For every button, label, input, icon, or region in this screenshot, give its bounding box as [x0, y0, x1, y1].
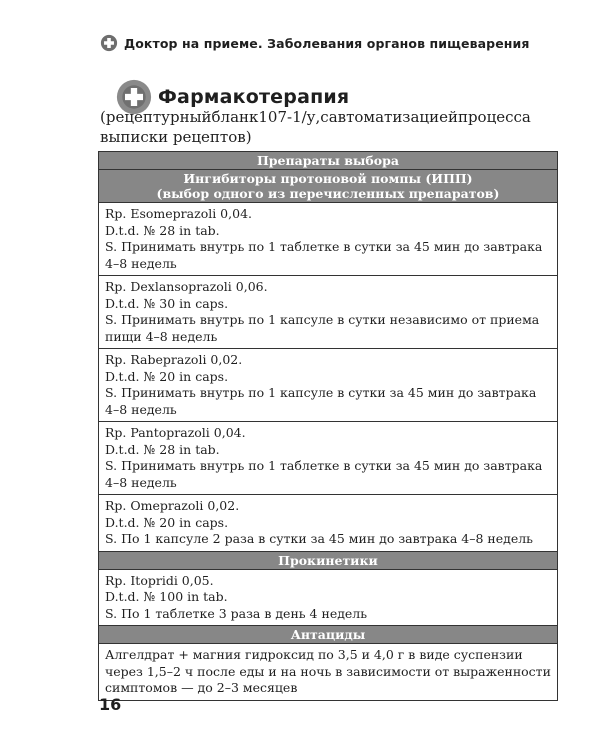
- rx-line: S. Принимать внутрь по 1 таблетке в сутки за 45 мин до завтрака: [105, 239, 543, 254]
- rx-line: S. Принимать внутрь по 1 капсуле в сутки независимо от приема: [105, 312, 540, 327]
- rx-line: S. По 1 таблетке 3 раза в день 4 недель: [105, 605, 368, 621]
- rx-line: S. По 1 капсуле 2 раза в сутки за 45 мин до завтрака 4–8 недель: [105, 531, 533, 546]
- table-row: [99, 569, 558, 626]
- table-row: [99, 349, 558, 422]
- subtitle-word: процесса: [457, 108, 531, 126]
- rx-line: D.t.d. № 20 in caps.: [105, 368, 229, 384]
- page-number: 16: [99, 695, 122, 714]
- table-header-row: [99, 152, 558, 170]
- group-subtitle: (выбор одного из перечисленных препаратов): [156, 186, 500, 201]
- rx-line: 4–8 недель: [105, 474, 177, 490]
- rx-line: Rp. Omeprazoli 0,02.: [105, 498, 240, 513]
- rx-line: Rp. Pantoprazoli 0,04.: [105, 425, 246, 440]
- table-row: [99, 203, 558, 276]
- main-header-cell: Препараты выбора: [99, 152, 558, 170]
- subtitle-word: автоматизацией: [328, 108, 458, 126]
- subtitle-line-1: [100, 107, 531, 127]
- prescription-dexlansoprazole: [99, 276, 558, 349]
- rx-line: пищи 4–8 недель: [105, 328, 218, 344]
- rx-line: 4–8 недель: [105, 255, 177, 271]
- table-row: [99, 422, 558, 495]
- running-header: [100, 34, 530, 52]
- subtitle-word: бланк: [211, 108, 259, 126]
- rx-line: Rp. Itopridi 0,05.: [105, 572, 214, 588]
- rx-line: D.t.d. № 100 in tab.: [105, 589, 228, 604]
- prescription-esomeprazole: [99, 203, 558, 276]
- group-header-ppi: [99, 170, 558, 203]
- rx-line: S. Принимать внутрь по 1 капсуле в сутки за 45 мин до завтрака: [105, 385, 537, 400]
- rx-line: Rp. Esomeprazoli 0,04.: [105, 206, 252, 221]
- medical-cross-icon: [100, 34, 118, 52]
- rx-line: Rp. Rabeprazoli 0,02.: [105, 352, 243, 367]
- rx-line: через 1,5–2 ч после еды и на ночь в зависимости от выраженности: [105, 663, 551, 679]
- rx-line: 4–8 недель: [105, 401, 177, 417]
- rx-line: Rp. Dexlansoprazoli 0,06.: [105, 279, 268, 294]
- table-row: [99, 276, 558, 349]
- prescription-omeprazole: [99, 495, 558, 552]
- subtitle-word: (рецептурный: [100, 108, 212, 126]
- prescription-table: [98, 151, 558, 701]
- group-header-row: [99, 551, 558, 569]
- subtitle-line-2: выписки рецептов): [100, 128, 252, 146]
- subtitle-word: 107-1/у,: [258, 108, 321, 126]
- rx-line: Алгелдрат + магния гидроксид по 3,5 и 4,0 г в виде суспензии: [105, 647, 523, 662]
- prescription-algeldrate: [99, 644, 558, 701]
- rx-line: D.t.d. № 20 in caps.: [105, 514, 229, 530]
- prescription-rabeprazole: [99, 349, 558, 422]
- group-header-prokinetics: Прокинетики: [99, 551, 558, 569]
- table-row: [99, 644, 558, 701]
- group-header-row: [99, 170, 558, 203]
- section-subtitle: [100, 107, 531, 147]
- prescription-itopride: [99, 569, 558, 626]
- group-title: Ингибиторы протоновой помпы (ИПП): [183, 171, 473, 186]
- rx-line: D.t.d. № 28 in tab.: [105, 222, 220, 238]
- rx-line: симптомов — до 2–3 месяцев: [105, 680, 298, 695]
- running-header-text: Доктор на приеме. Заболевания органов пищеварения: [124, 35, 530, 51]
- rx-line: D.t.d. № 28 in tab.: [105, 441, 220, 457]
- rx-line: S. Принимать внутрь по 1 таблетке в сутки за 45 мин до завтрака: [105, 458, 543, 473]
- rx-line: D.t.d. № 30 in caps.: [105, 295, 229, 311]
- section-title: Фармакотерапия: [158, 86, 350, 108]
- prescription-pantoprazole: [99, 422, 558, 495]
- subtitle-word: с: [320, 108, 329, 126]
- table-row: [99, 495, 558, 552]
- group-header-antacids: Антациды: [99, 626, 558, 644]
- group-header-row: [99, 626, 558, 644]
